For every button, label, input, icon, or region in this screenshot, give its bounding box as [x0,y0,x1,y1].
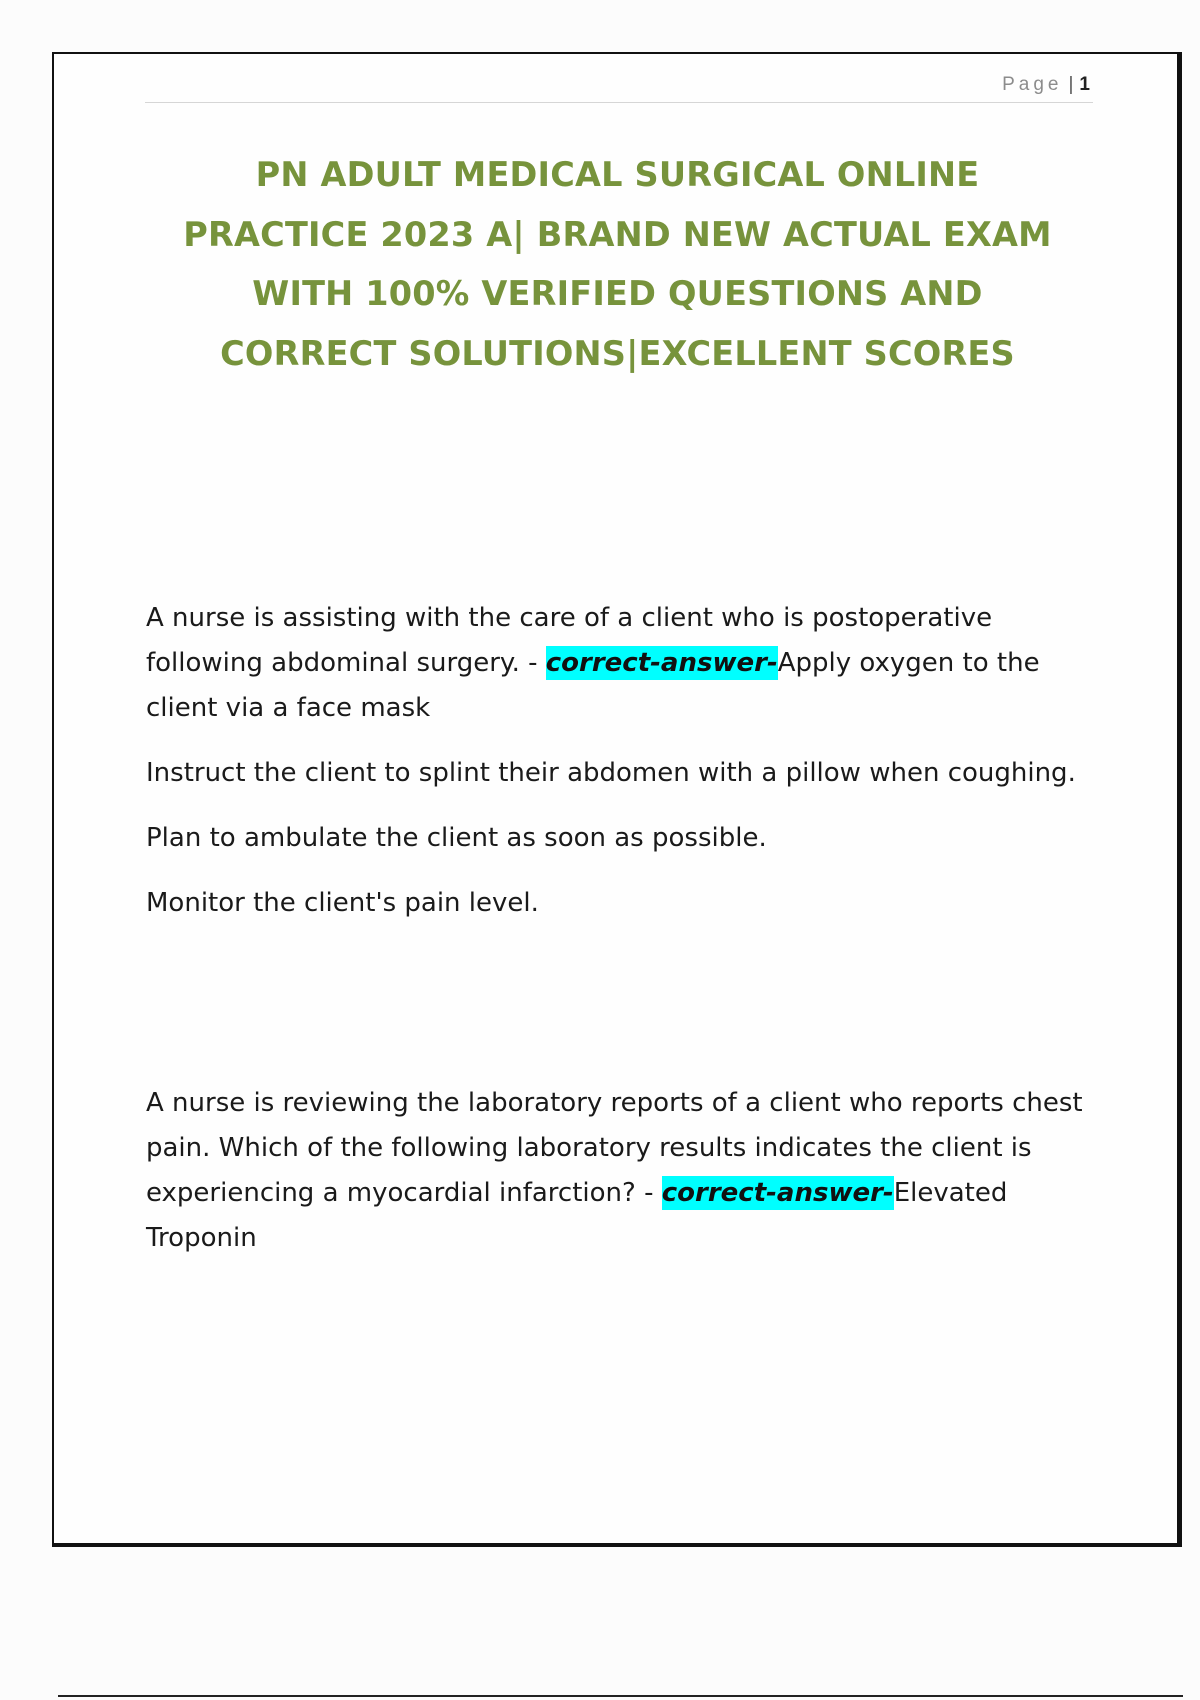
page-word: Page [1002,74,1063,95]
answer-text: Apply oxygen to the [777,648,1040,678]
question-block-2 [146,1081,1096,1261]
header-rule [145,102,1093,103]
question-text [146,1171,1096,1216]
question-text: pain. Which of the following laboratory results indicates the client is [146,1133,1032,1163]
title-line: WITH 100% VERIFIED QUESTIONS AND [252,274,983,313]
question-text: A nurse is reviewing the laboratory reports of a client who reports chest [146,1088,1083,1118]
question-text-part: following abdominal surgery. - [146,648,546,678]
question-text-part: experiencing a myocardial infarction? - [146,1178,662,1208]
answer-option: Plan to ambulate the client as soon as possible. [146,823,767,853]
page-number-header [1002,74,1090,96]
correct-answer-tag: correct-answer- [661,1178,894,1208]
page-separator: | [1068,74,1074,95]
title-line: PN ADULT MEDICAL SURGICAL ONLINE [255,155,980,194]
bottom-rule [58,1695,1183,1697]
answer-text: Elevated [893,1178,1008,1208]
page-number: 1 [1079,74,1090,95]
question-text: A nurse is assisting with the care of a client who is postoperative [146,603,993,633]
answer-text: Troponin [146,1223,257,1253]
document-title [120,145,1115,383]
correct-answer-tag: correct-answer- [545,648,778,678]
question-text [146,641,1096,686]
question-block-1 [146,596,1096,926]
title-line: CORRECT SOLUTIONS|EXCELLENT SCORES [220,333,1015,373]
answer-text: client via a face mask [146,693,431,723]
answer-option: Monitor the client's pain level. [146,888,539,918]
title-line: PRACTICE 2023 A| BRAND NEW ACTUAL EXAM [183,214,1052,254]
answer-option: Instruct the client to splint their abdomen with a pillow when coughing. [146,758,1076,788]
